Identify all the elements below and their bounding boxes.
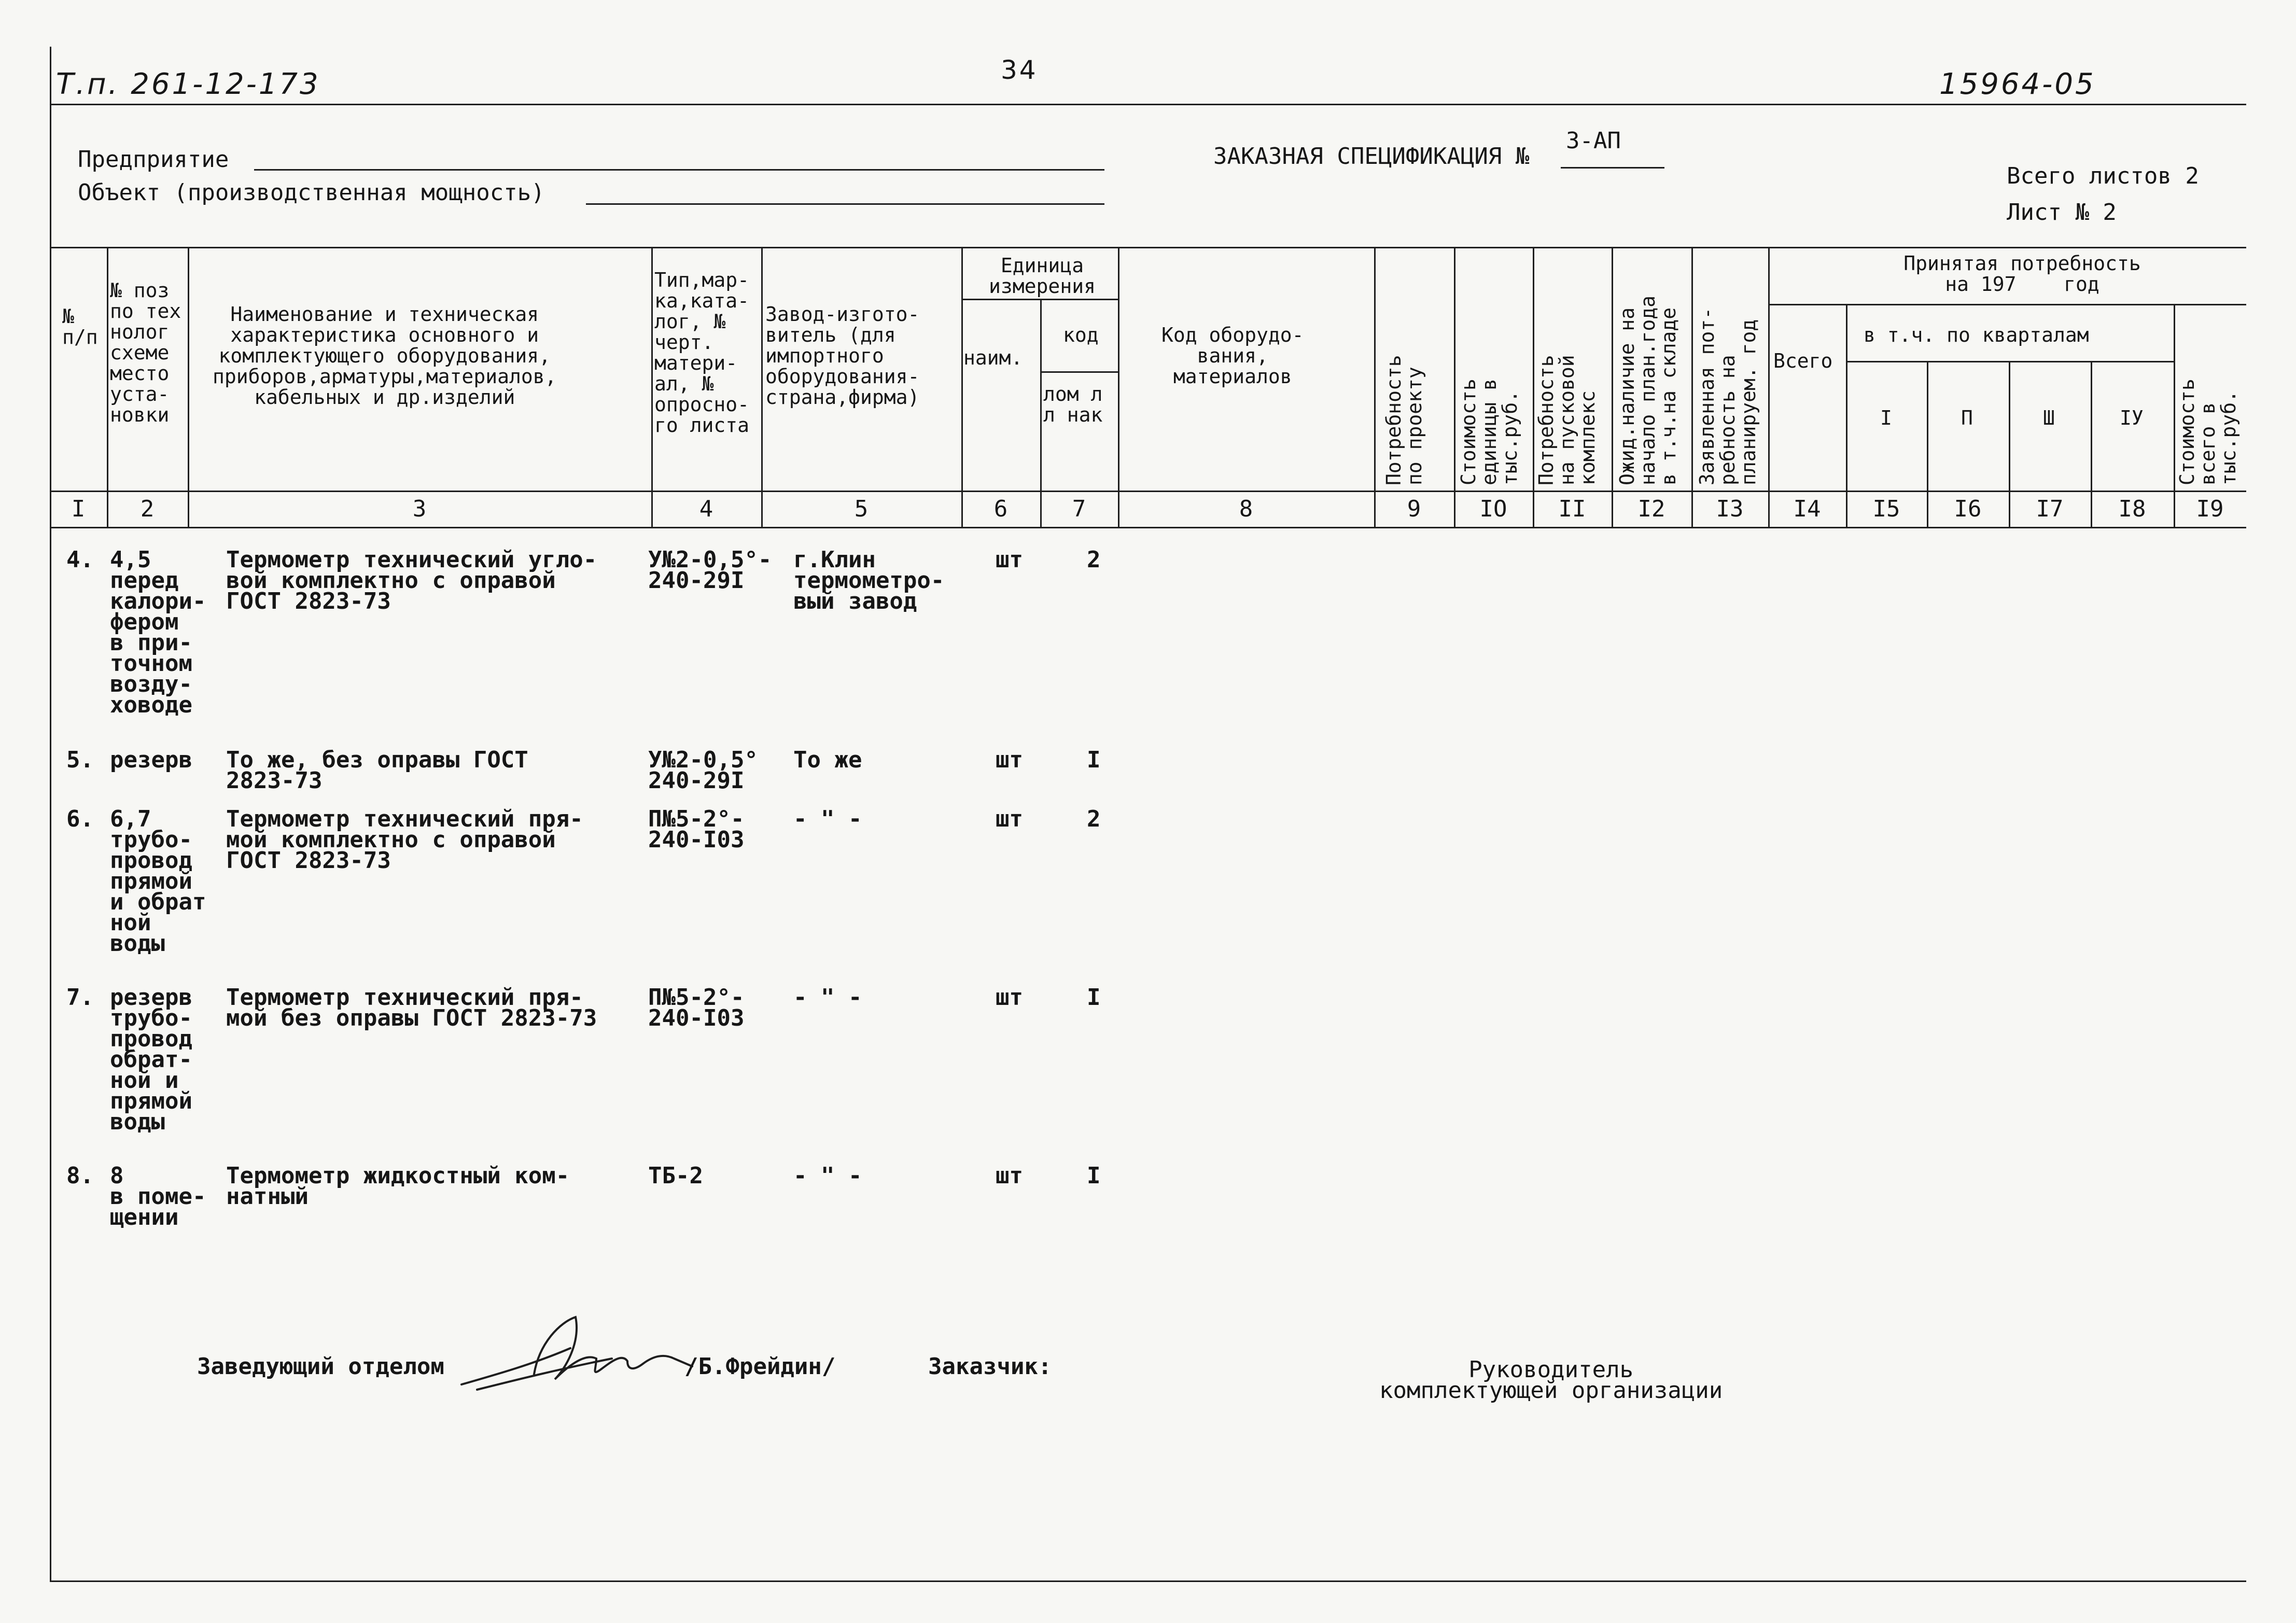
enterprise-label: Предприятие	[78, 146, 229, 173]
row-position: резерв	[110, 747, 192, 773]
row-type: П№5-2°- 240-I03	[648, 984, 745, 1031]
col-line-7	[1118, 247, 1119, 527]
page-number: 34	[1001, 55, 1038, 85]
colnum: 2	[140, 496, 155, 522]
hdr-unit-code: код	[1063, 324, 1099, 346]
col-line-4	[761, 247, 763, 527]
hdr-total-cost: Стоимость всего в тыс.руб.	[2176, 379, 2240, 485]
row-name: Термометр технический пря- мой комплектно с оправой ГОСТ 2823-73	[226, 806, 583, 874]
row-position: резерв трубо- провод обрат- ной и прямой воды	[110, 984, 192, 1135]
row-qty: I	[1087, 984, 1101, 1011]
row-position: 4,5 перед калори- фером в при- точном возду- ховоде	[110, 547, 206, 718]
archive-code: 15964-05	[1939, 67, 2096, 101]
colnum: I4	[1793, 496, 1821, 522]
hdr-unit-name: наим.	[963, 346, 1023, 369]
row-qty: I	[1087, 747, 1101, 773]
colnum: 9	[1407, 496, 1421, 522]
col-line-11	[1612, 247, 1613, 527]
hdr-maker: Завод-изгото- витель (для импортного оборудования- страна,фирма)	[765, 303, 920, 409]
hdr-need-launch: Потребность на пусковой комплекс	[1535, 355, 1599, 485]
hdr-name: Наименование и техническая характеристика основного и комплектующего оборудования, приборов,арматуры,материалов, кабельных и др.изделий	[213, 303, 557, 409]
colnum: I2	[1637, 496, 1665, 522]
colnum: 6	[993, 496, 1008, 522]
col-line-14	[1846, 304, 1847, 527]
row-qty: I	[1087, 1163, 1101, 1189]
hdr-unit-cost: Стоимость единицы в тыс.руб.	[1457, 379, 1521, 485]
spec-label: ЗАКАЗНАЯ СПЕЦИФИКАЦИЯ №	[1213, 143, 1530, 170]
row-maker: То же	[793, 747, 862, 773]
col-line-6	[1040, 299, 1042, 527]
code-split	[1040, 371, 1118, 373]
row-name: Термометр жидкостный ком- натный	[226, 1163, 570, 1210]
row-unit: шт	[996, 547, 1023, 573]
row-maker: - " -	[793, 806, 862, 832]
row-maker: - " -	[793, 1163, 862, 1189]
top-rule	[50, 104, 2246, 105]
row-qty: 2	[1087, 806, 1101, 832]
row-name: То же, без оправы ГОСТ 2823-73	[226, 747, 528, 794]
row-unit: шт	[996, 984, 1023, 1011]
row-maker: - " -	[793, 984, 862, 1011]
row-type: У№2-0,5°- 240-29I	[648, 547, 772, 594]
row-unit: шт	[996, 747, 1023, 773]
hdr-q4: IУ	[2120, 407, 2144, 429]
drawing-code: Т.п. 261-12-173	[56, 67, 320, 101]
hdr-declared-need: Заявленная пот- ребность на планируем. год	[1696, 307, 1760, 485]
row-type: П№5-2°- 240-I03	[648, 806, 745, 853]
left-margin-line	[50, 47, 51, 1582]
hdr-quarters: в т.ч. по кварталам	[1864, 324, 2089, 346]
sheet-number: Лист № 2	[2007, 199, 2117, 226]
colnum: I8	[2118, 496, 2146, 522]
row-number: 8.	[66, 1163, 94, 1189]
col-line-8	[1374, 247, 1376, 527]
row-position: 8 в поме- щении	[110, 1163, 206, 1230]
row-type: ТБ-2	[648, 1163, 703, 1189]
total-sheets: Всего листов 2	[2007, 163, 2199, 189]
hdr-row-number: № п/п	[62, 305, 98, 348]
col-line-13	[1768, 247, 1770, 527]
units-split	[961, 299, 1118, 300]
row-number: 7.	[66, 984, 94, 1011]
row-qty: 2	[1087, 547, 1101, 573]
row-type: У№2-0,5° 240-29I	[648, 747, 758, 794]
colnum: I9	[2196, 496, 2224, 522]
object-line	[586, 203, 1104, 205]
hdr-q1: I	[1880, 407, 1892, 429]
colnum: 7	[1072, 496, 1086, 522]
col-line-5	[961, 247, 963, 527]
head-label: Заведующий отделом	[197, 1353, 444, 1380]
hdr-q3: Ш	[2043, 407, 2055, 429]
colnum: IO	[1479, 496, 1507, 522]
colnum: II	[1558, 496, 1586, 522]
col-line-1	[107, 247, 108, 527]
hdr-units: Единица измерения	[989, 254, 1096, 298]
hdr-position: № поз по тех нолог схеме место уста- новки	[110, 279, 181, 426]
colnum: I7	[2036, 496, 2064, 522]
row-name: Термометр технический пря- мой без оправы ГОСТ 2823-73	[226, 984, 597, 1031]
col-line-10	[1533, 247, 1534, 527]
hdr-expected-stock: Ожид.наличие на начало план.года в т.ч.на складе	[1616, 295, 1680, 485]
object-label: Объект (производственная мощность)	[78, 179, 545, 206]
colnum: I5	[1872, 496, 1900, 522]
row-number: 4.	[66, 547, 94, 573]
colnum: 5	[854, 496, 869, 522]
hdr-equipment-code: Код оборудо- вания, материалов	[1161, 324, 1304, 388]
row-unit: шт	[996, 806, 1023, 832]
row-maker: г.Клин термометро- вый завод	[793, 547, 945, 614]
spec-number: 3-АП	[1566, 128, 1621, 154]
row-unit: шт	[996, 1163, 1023, 1189]
row-position: 6,7 трубо- провод прямой и обрат ной воды	[110, 806, 206, 957]
row-number: 6.	[66, 806, 94, 832]
colnum: 4	[699, 496, 713, 522]
head-name: /Б.Фрейдин/	[684, 1353, 836, 1380]
org-head-label: Руководитель комплектующей организации	[1379, 1356, 1723, 1404]
hdr-total: Всего	[1773, 349, 1833, 372]
bottom-rule	[50, 1580, 2246, 1582]
colnum: I3	[1716, 496, 1744, 522]
table-colnum-bottom	[50, 527, 2246, 528]
col-line-2	[188, 247, 189, 527]
customer-label: Заказчик:	[928, 1353, 1052, 1380]
row-name: Термометр технический угло- вой комплектно с оправой ГОСТ 2823-73	[226, 547, 597, 614]
spec-number-line	[1561, 167, 1664, 169]
hdr-type: Тип,мар- ка,ката- лог, № черт. матери- ал, № опросно- го листа	[654, 269, 750, 437]
enterprise-line	[254, 169, 1104, 171]
table-header-bottom	[50, 491, 2246, 492]
hdr-need-project: Потребность по проекту	[1382, 355, 1426, 485]
hdr-accepted-need: Принятая потребность на 197 год	[1903, 252, 2141, 296]
table-top	[50, 247, 2246, 248]
col-line-3	[651, 247, 653, 527]
col-line-9	[1454, 247, 1455, 527]
col-line-18	[2174, 304, 2175, 527]
colnum: I6	[1954, 496, 1982, 522]
colnum: 3	[412, 496, 427, 522]
col-line-12	[1691, 247, 1693, 527]
colnum: I	[71, 496, 86, 522]
hdr-unit-code-sub: лом л л нак	[1043, 383, 1103, 426]
hdr-q2: П	[1961, 407, 1973, 429]
row-number: 5.	[66, 747, 94, 773]
colnum: 8	[1239, 496, 1253, 522]
signature-image	[456, 1312, 695, 1400]
